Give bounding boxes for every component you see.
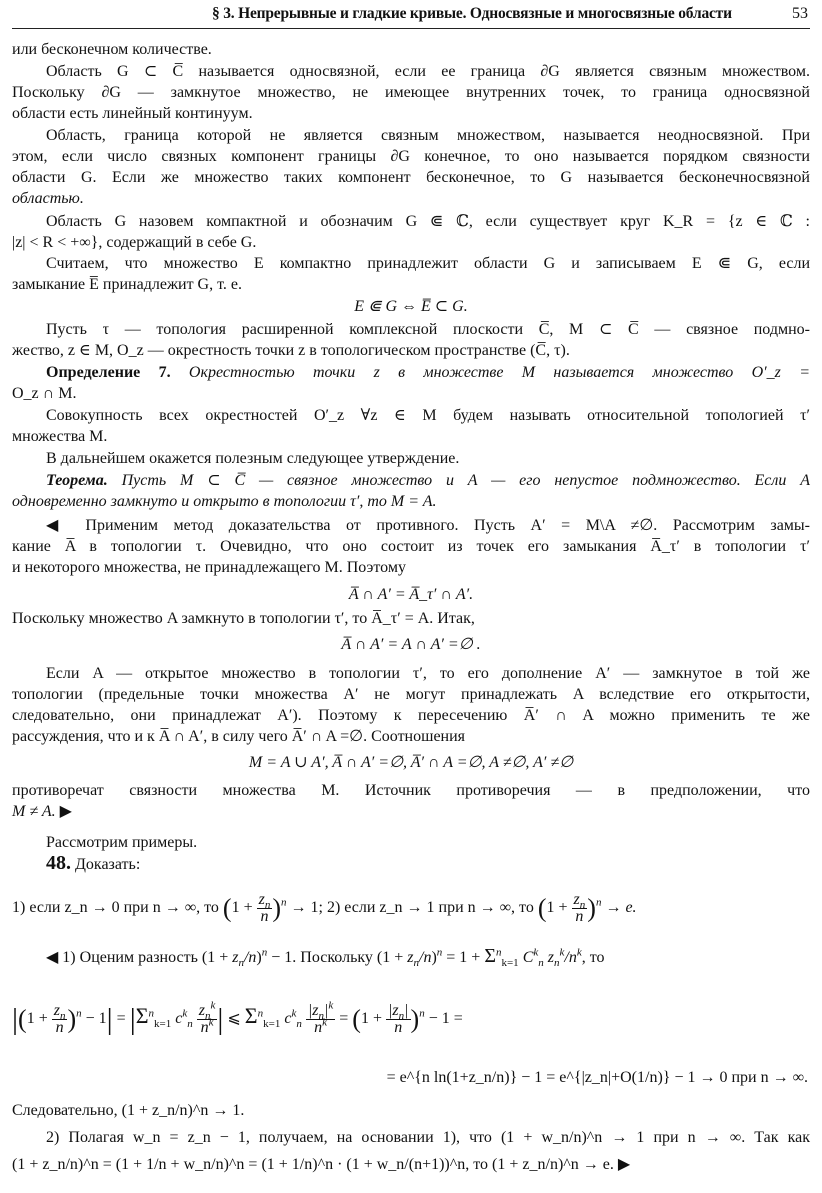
fraction: $\frac{z_n}{n}$: [573, 890, 586, 925]
fraction: $\frac{z_n}{n}$: [258, 890, 271, 925]
text-line: следовательно, они принадлежат A′). Поэтому к пересечению A̅′ ∩ A можно применить те же: [12, 707, 810, 724]
formula-line: |(1 + $\frac{z_n}{n}$ )$^n - 1| = |\Sigma^n_{k=1}$ $c^k_n$ $\frac{z_n^k}{n^k}$ | ⩽ $\Sigma^n_{k=1}$ $c^k_n$ $\frac{|z_n|^k}{n^k}$ = (1 + $\frac{|z_n|}{n}$ )$^n$ − 1 =: [12, 999, 463, 1036]
text-line: кание A̅ в топологии τ. Очевидно, что оно состоит из точек его замыкания A̅_τ′ в топологии τ′: [12, 538, 810, 555]
theorem-line: [46, 471, 810, 491]
text-segment: − 1. Поскольку: [271, 949, 373, 966]
text-line: 2) Полагая w_n = z_n − 1, получаем, на основании 1), что (1 + w_n/n)^n → 1 при n → ∞. Так как: [46, 1129, 810, 1146]
text-line: |z| < R < +∞}, содержащий в себе G.: [12, 234, 257, 251]
text-line: Поскольку множество A замкнуто в топологии τ′, то A̅_τ′ = A. Итак,: [12, 610, 475, 627]
text-line: областью.: [12, 190, 84, 207]
text-line: Пусть τ — топология расширенной комплексной плоскости C̅, M ⊂ C̅ — связное подмно-: [46, 321, 810, 338]
text-line: В дальнейшем окажется полезным следующее утверждение.: [46, 450, 460, 467]
text-line: M ≠ A. ▶: [12, 803, 72, 820]
text-line: жество, z ∈ M, O_z — окрестность точки z в топологическом пространстве (C̅, τ).: [12, 342, 570, 359]
text-line: Область, граница которой не является связным множеством, называется неодносвязной. При: [46, 127, 810, 144]
exercise-heading: [46, 853, 140, 875]
formula: A̅ ∩ A′ = A ∩ A′ =∅ .: [341, 636, 481, 653]
exercise-title: Доказать:: [75, 856, 141, 873]
formula: A̅ ∩ A′ = A̅_τ′ ∩ A′.: [348, 586, 474, 603]
definition-line: [46, 363, 810, 383]
text-line: Следовательно, (1 + z_n/n)^n → 1.: [12, 1102, 245, 1119]
text-line: рассуждения, что и к A̅ ∩ A′, в силу чего A̅′ ∩ A =∅. Соотношения: [12, 728, 466, 745]
text-segment: ◀ 1) Оценим разность: [46, 949, 198, 966]
formula: E ⋐ G ⇔ E̅ ⊂ G.: [354, 298, 468, 315]
theorem-label: Теорема.: [46, 472, 108, 489]
text-line: этом, если число связных компонент границы ∂G конечное, то оно называется порядком связности: [12, 148, 810, 165]
text-line: Рассмотрим примеры.: [46, 834, 198, 851]
text-line: Область G назовем компактной и обозначим G ⋐ ℂ, если существует круг K_R = {z ∈ ℂ :: [46, 213, 810, 230]
text-line: или бесконечном количестве.: [12, 41, 212, 58]
text-line: замыкание E̅ принадлежит G, т. е.: [12, 276, 242, 293]
text-line: одновременно замкнуто и открыто в топологии τ′, то M = A.: [12, 493, 437, 510]
formula-line: = e^{n ln(1+z_n/n)} − 1 = e^{|z_n|+O(1/n)} − 1 → 0 при n → ∞.: [386, 1069, 808, 1086]
formula-line: 1) если z_n → 0 при n → ∞, то (1 + $\frac{z_n}{n}$ )$^n$ → 1; 2) если z_n → 1 при n → ∞, то (1 + $\frac{z_n}{n}$ )$^n$ → e.: [12, 890, 637, 925]
formula-line: ◀ 1) Оценим разность $(1 + z_n/n)^n - 1$. Поскольку $(1 + z_n/n)^n = 1 + \Sigma^n_{k=1}$ $C^k_n$ $z_n^k/n^k$, то: [46, 945, 605, 970]
text-line: Совокупность всех окрестностей O′_z ∀z ∈ M будем называть относительной топологией τ′: [46, 407, 810, 424]
text-line: противоречат связности множества M. Источник противоречия — в предположении, что: [12, 782, 810, 799]
text-line: и некоторого множества, не принадлежащего M. Поэтому: [12, 559, 406, 576]
text-line: области есть линейный континуум.: [12, 105, 253, 122]
text-line: топологии (предельные точки множества A′ не могут принадлежать A вследствие его открытости,: [12, 686, 810, 703]
text-segment: → 1; 2) если z_n → 1 при n → ∞, то: [290, 899, 534, 916]
text-line: множества M.: [12, 428, 108, 445]
text-line: Если A — открытое множество в топологии τ′, то его дополнение A′ — замкнутое в той же: [46, 665, 810, 682]
theorem-text: Пусть M ⊂ C̅ — связное множество и A — его непустое подмножество. Если A: [121, 472, 810, 489]
text-line: ◀ Применим метод доказательства от противного. Пусть A′ = M\A ≠∅. Рассмотрим замы-: [46, 517, 810, 534]
exercise-number: 48.: [46, 852, 71, 874]
definition-text: Окрестностью точки z в множестве M называется множество O′_z =: [188, 364, 810, 381]
running-header: [12, 4, 810, 29]
formula: M = A ∪ A′, A̅ ∩ A′ =∅, A̅′ ∩ A =∅, A ≠∅, A′ ≠∅: [248, 754, 574, 771]
text-segment: → e.: [605, 899, 637, 916]
text-line: (1 + z_n/n)^n = (1 + 1/n + w_n/n)^n = (1 + 1/n)^n · (1 + w_n/(n+1))^n, то (1 + z_n/n)^n → e. ▶: [12, 1156, 631, 1173]
text-line: O_z ∩ M.: [12, 385, 77, 402]
text-segment: , то: [581, 949, 605, 966]
text-line: Область G ⊂ C̅ называется односвязной, если ее граница ∂G является связным множеством.: [46, 63, 810, 80]
text-line: Поскольку ∂G — замкнутое множество, не имеющее внутренних точек, то граница односвязной: [12, 84, 810, 101]
text-line: Считаем, что множество E компактно принадлежит области G и записываем E ⋐ G, если: [46, 255, 810, 272]
section-title: § 3. Непрерывные и гладкие кривые. Односвязные и многосвязные области: [212, 5, 732, 22]
definition-label: Определение 7.: [46, 364, 171, 381]
text-line: области G. Если же множество таких компонент бесконечное, то G называется бесконечносвязной: [12, 169, 810, 186]
text-segment: 1) если z_n → 0 при n → ∞, то: [12, 899, 219, 916]
page-number: 53: [792, 5, 808, 22]
